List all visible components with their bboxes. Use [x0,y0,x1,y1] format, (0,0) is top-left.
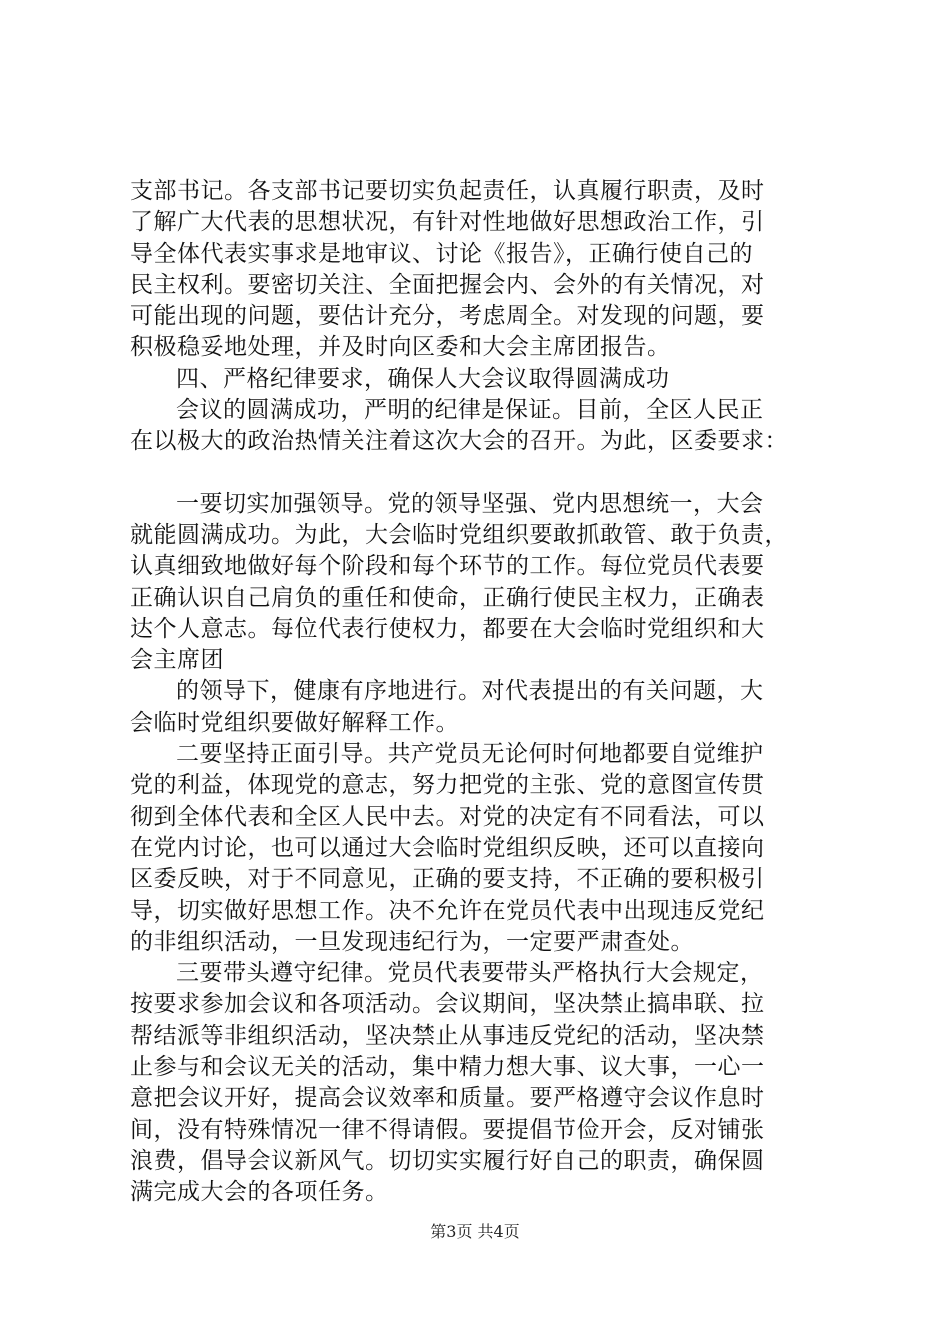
text-line: 支部书记。各支部书记要切实负起责任，认真履行职责，及时 [130,178,765,204]
text-line: 正确认识自己肩负的重任和使命，正确行使民主权力，正确表 [130,584,765,611]
text-line: 在党内讨论，也可以通过大会临时党组织反映，还可以直接向 [130,834,765,861]
document-body [130,176,835,1209]
text-line: 止参与和会议无关的活动，集中精力想大事、议大事，一心一 [130,1054,765,1081]
section-heading: 四、严格纪律要求，确保人大会议取得圆满成功 [176,365,670,392]
text-line: 导，切实做好思想工作。决不允许在党员代表中出现违反党纪 [130,897,765,924]
text-line: 间，没有特殊情况一律不得请假。要提倡节俭开会，反对铺张 [130,1116,765,1143]
text-line: 积极稳妥地处理，并及时向区委和大会主席团报告。 [130,334,671,361]
text-line: 区委反映，对于不同意见，正确的要支持，不正确的要积极引 [130,866,765,893]
text-line: 的领导下，健康有序地进行。对代表提出的有关问题，大 [176,678,764,705]
text-line: 满完成大会的各项任务。 [130,1179,389,1206]
page-number: 第3页 共4页 [430,1222,520,1241]
text-line: 的非组织活动，一旦发现违纪行为，一定要严肃查处。 [130,928,694,955]
text-line: 就能圆满成功。为此，大会临时党组织要敢抓敢管、敢于负责， [130,521,788,548]
text-line: 达个人意志。每位代表行使权力，都要在大会临时党组织和大 [130,615,765,642]
text-line: 党的利益，体现党的意志，努力把党的主张、党的意图宣传贯 [130,772,765,799]
text-line: 可能出现的问题，要估计充分，考虑周全。对发现的问题，要 [130,303,765,330]
text-line: 会主席团 [130,647,224,674]
text-line: 三要带头遵守纪律。党员代表要带头严格执行大会规定， [176,960,764,987]
text-line: 彻到全体代表和全区人民中去。对党的决定有不同看法，可以 [130,803,765,830]
text-line: 帮结派等非组织活动，坚决禁止从事违反党纪的活动，坚决禁 [130,1022,765,1049]
text-line: 会议的圆满成功，严明的纪律是保证。目前，全区人民正 [176,397,764,424]
text-line: 认真细致地做好每个阶段和每个环节的工作。每位党员代表要 [130,553,765,580]
text-line: 了解广大代表的思想状况，有针对性地做好思想政治工作，引 [130,209,765,236]
text-line: 意把会议开好，提高会议效率和质量。要严格遵守会议作息时 [130,1085,765,1112]
text-line: 浪费，倡导会议新风气。切切实实履行好自己的职责，确保圆 [130,1147,765,1174]
text-line: 会临时党组织要做好解释工作。 [130,709,459,736]
text-line: 在以极大的政治热情关注着这次大会的召开。为此，区委要求： [130,428,788,455]
text-line: 按要求参加会议和各项活动。会议期间，坚决禁止搞串联、拉 [130,991,765,1018]
text-line: 导全体代表实事求是地审议、讨论《报告》，正确行使自己的 [130,240,753,267]
text-line: 民主权利。要密切关注、全面把握会内、会外的有关情况，对 [130,271,765,298]
text-line: 一要切实加强领导。党的领导坚强、党内思想统一，大会 [176,490,764,517]
text-line: 二要坚持正面引导。共产党员无论何时何地都要自觉维护 [176,741,764,768]
blank-line [130,458,835,489]
